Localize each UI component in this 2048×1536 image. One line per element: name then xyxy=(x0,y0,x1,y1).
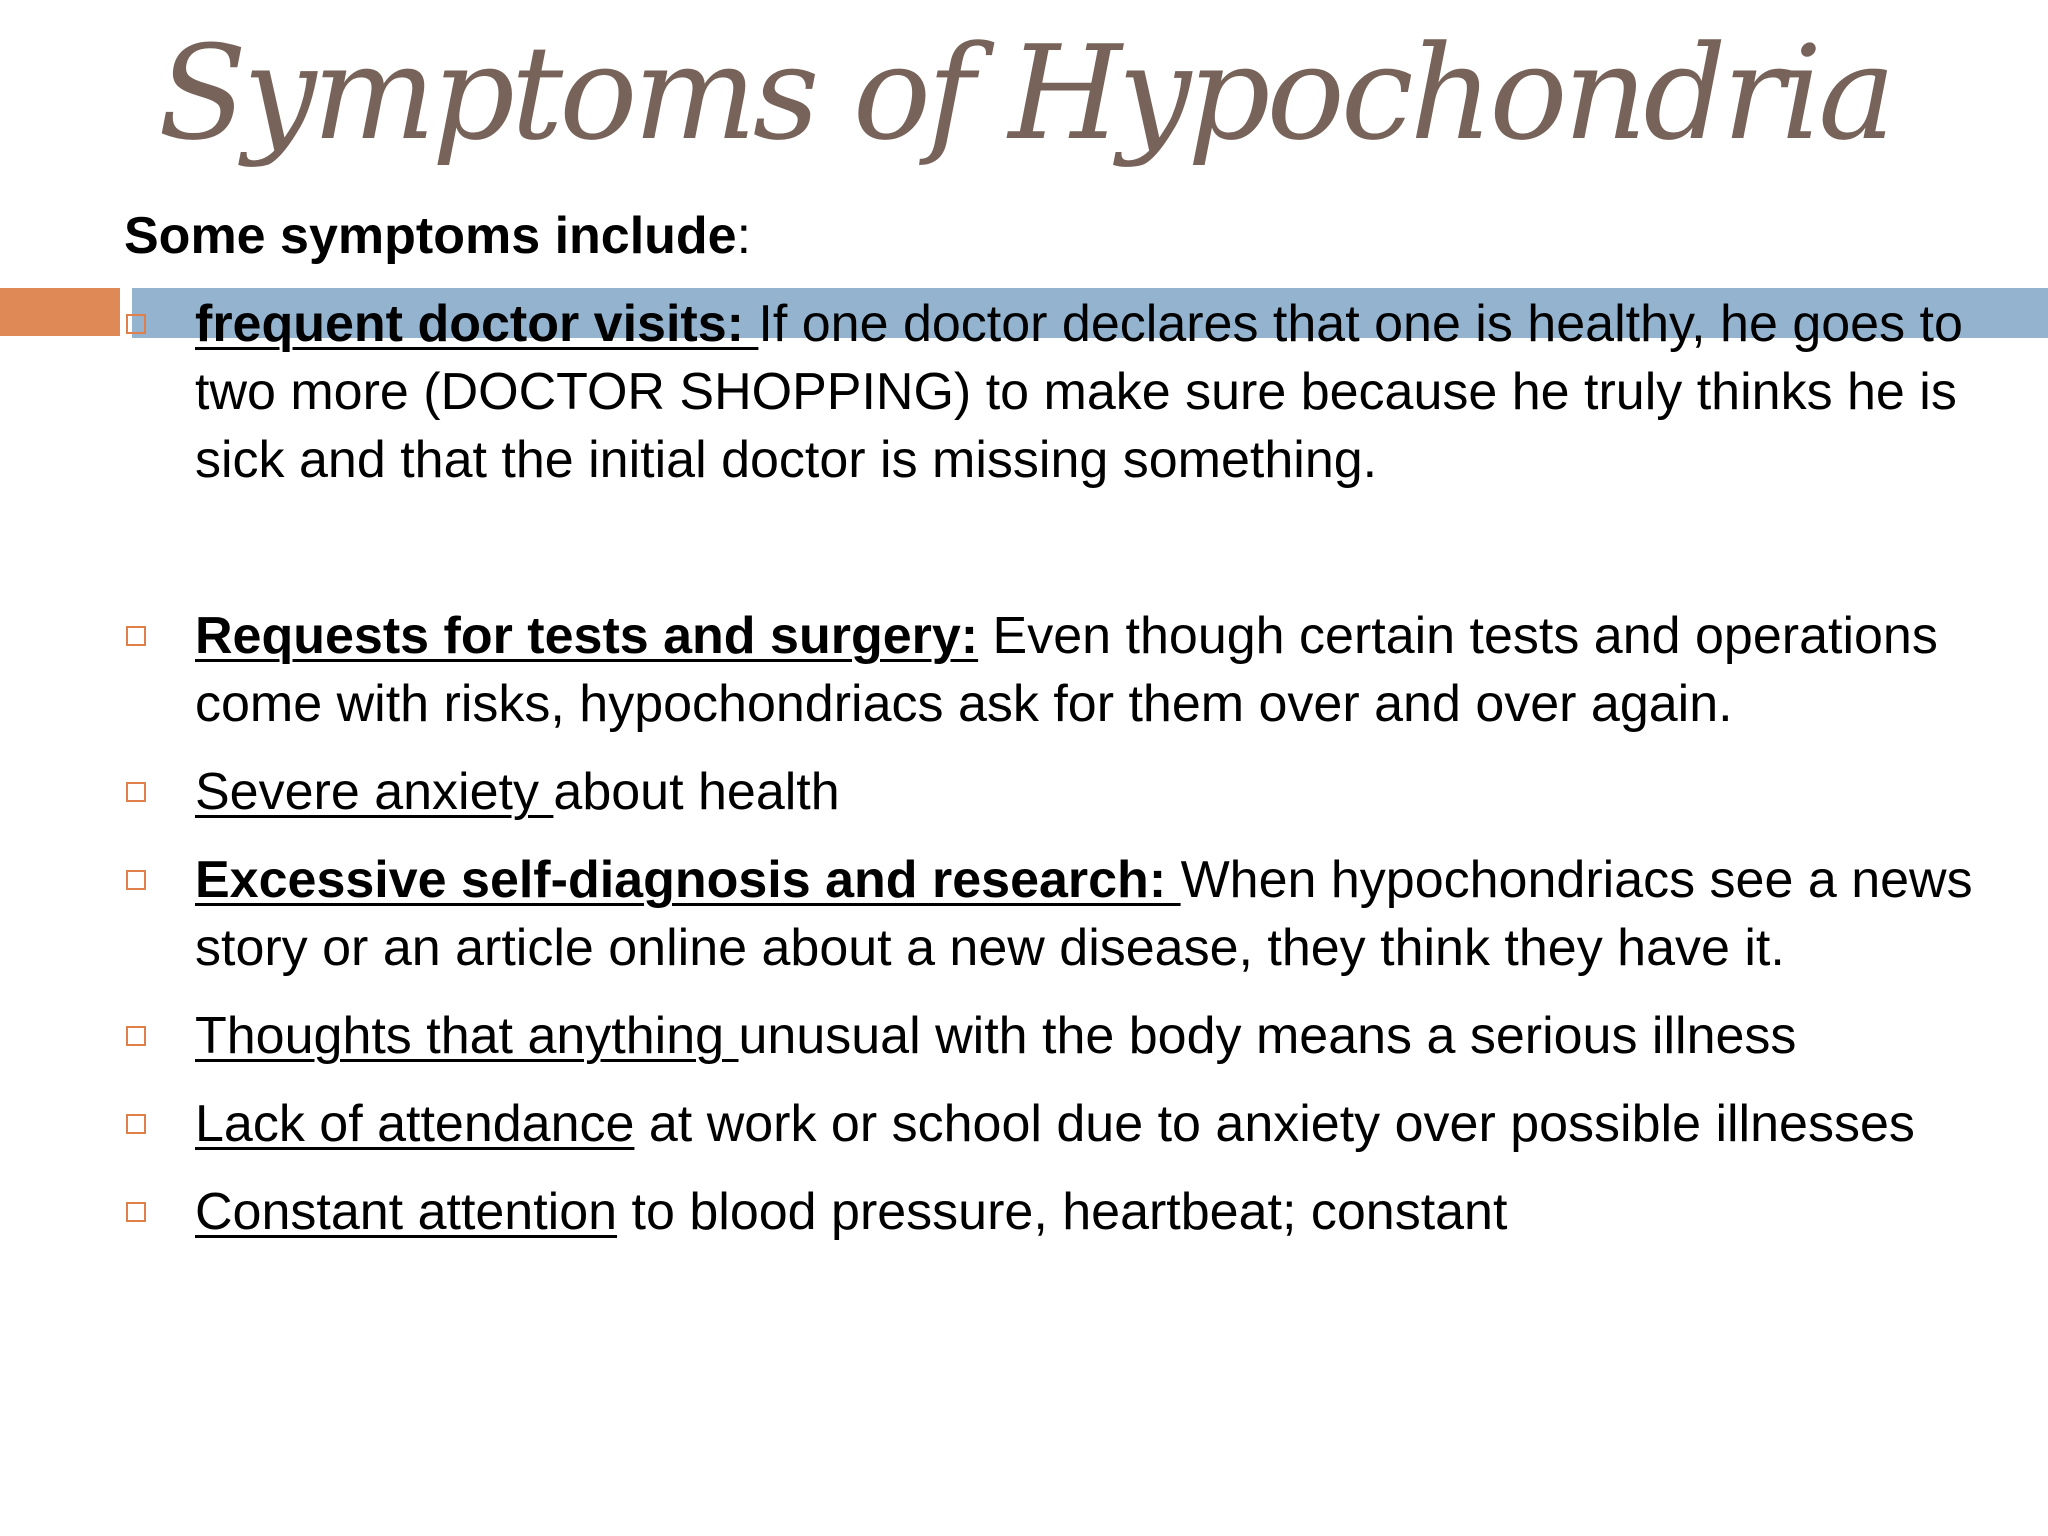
item-lead: Excessive self-diagnosis and research: xyxy=(195,851,1181,909)
item-text: If one doctor declares that one is healthy, he goes to two more (DOCTOR SHOPPING) to make sure because he truly thinks he is sick and that the initial doctor is missing something. xyxy=(195,295,1963,489)
item-text: to blood pressure, heartbeat; constant xyxy=(617,1183,1508,1241)
item-lead: Severe anxiety xyxy=(195,763,554,821)
list-item xyxy=(0,290,2048,494)
item-text: When hypochondriacs see a news story or an article online about a new disease, they think they have it. xyxy=(195,851,1973,977)
item-lead: Constant attention xyxy=(195,1183,618,1241)
list-item xyxy=(0,1178,2048,1246)
item-lead: Lack of attendance xyxy=(195,1095,635,1153)
square-bullet-icon xyxy=(126,314,146,334)
slide-title: Symptoms of Hypochondria xyxy=(158,17,1892,169)
item-text: unusual with the body means a serious illness xyxy=(738,1007,1797,1065)
symptom-list xyxy=(0,290,2048,1246)
intro-text xyxy=(124,206,751,266)
intro-label: Some symptoms include xyxy=(124,207,737,265)
list-item xyxy=(0,602,2048,738)
list-item xyxy=(0,1002,2048,1070)
square-bullet-icon xyxy=(126,782,146,802)
square-bullet-icon xyxy=(126,1202,146,1222)
square-bullet-icon xyxy=(126,870,146,890)
square-bullet-icon xyxy=(126,1026,146,1046)
item-text: about health xyxy=(553,763,840,821)
item-text: at work or school due to anxiety over possible illnesses xyxy=(634,1095,1915,1153)
square-bullet-icon xyxy=(126,626,146,646)
list-item xyxy=(0,758,2048,826)
item-text: Even though certain tests and operations come with risks, hypochondriacs ask for them over and over again. xyxy=(195,607,1938,733)
square-bullet-icon xyxy=(126,1114,146,1134)
item-lead: frequent doctor visits: xyxy=(195,295,759,353)
list-item xyxy=(0,1090,2048,1158)
intro-colon: : xyxy=(736,207,752,265)
list-item xyxy=(0,846,2048,982)
item-lead: Thoughts that anything xyxy=(195,1007,739,1065)
item-lead: Requests for tests and surgery: xyxy=(195,607,979,665)
